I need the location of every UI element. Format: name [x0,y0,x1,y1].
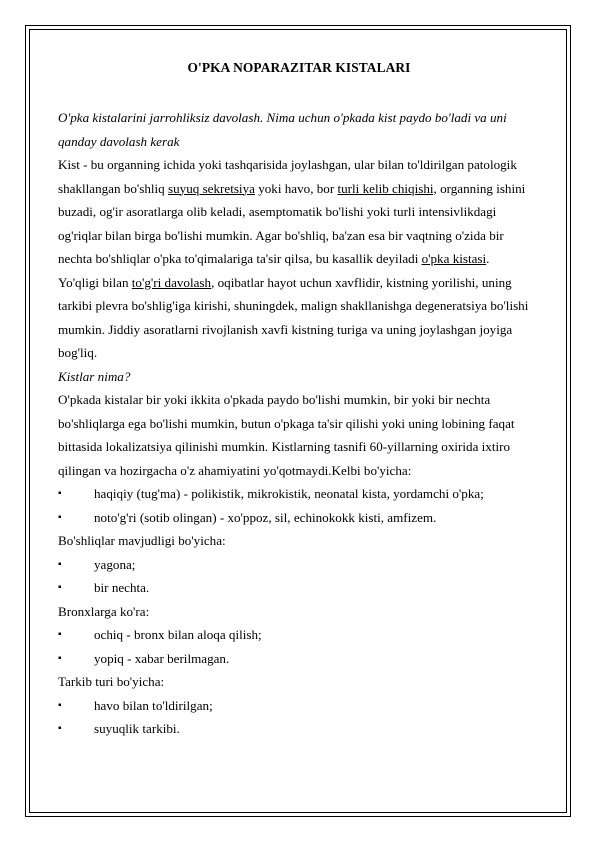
list-cavities [58,553,540,600]
list-item [58,506,540,530]
p1-text-1: Kist - bu organning ichida yoki tashqarisida joylashgan, ular bilan to'ldirilgan patologik shakllangan bo'shliq [58,157,517,196]
intro-lead: O'pka kistalarini jarrohliksiz davolash [58,110,260,125]
list-item [58,717,540,741]
link-togri-davolash[interactable]: to'g'ri davolash [131,274,212,290]
bullet-icon: ▪ [58,558,62,570]
list-item-text: noto'g'ri (sotib olingan) - xo'ppoz, sil, echinokokk kisti, amfizem. [94,509,437,525]
bullet-icon: ▪ [58,582,62,593]
list-item-text: suyuqlik tarkibi. [94,721,180,736]
intro-paragraph [58,106,540,153]
list-item-text: yopiq - xabar berilmagan. [94,650,230,666]
link-turli-kelib-chiqishi[interactable]: turli kelib chiqishi, [337,180,437,196]
document-title: O'PKA NOPARAZITAR KISTALARI [187,60,411,75]
bullet-icon: ▪ [58,652,62,664]
bullet-icon: ▪ [58,699,62,711]
list-item-text: haqiqiy (tug'ma) - polikistik, mikrokistik, neonatal kista, yordamchi o'pka; [94,486,484,501]
bullet-icon: ▪ [58,511,62,523]
list-item [58,576,540,600]
bullet-icon: ▪ [58,488,62,499]
p1-text-2: yoki havo, bor [254,180,338,196]
list-item [58,482,540,506]
document-body [58,58,540,741]
heading-content-type: Tarkib turi bo'yicha: [58,674,165,689]
subheading-kistlar-nima: Kistlar nima? [58,368,131,384]
bullet-icon: ▪ [58,723,62,734]
link-opka-kistasi[interactable]: o'pka kistasi [421,251,487,266]
list-origin [58,482,540,529]
list-item-text: bir nechta. [94,580,150,595]
list-item-text: havo bilan to'ldirilgan; [94,697,213,713]
p1-text-4: . [486,251,490,266]
paragraph-2 [58,271,540,365]
paragraph-1 [58,153,540,271]
link-suyuq-sekretsiya[interactable]: suyuq sekretsiya [168,180,255,196]
p2-text-2: , oqibatlar hayot uchun xavflidir, kistning yorilishi, uning tarkibi plevra bo'shlig'iga kirishi, shuningdek, malign shakllanishga degeneratsiya bo'lishi mumkin. Jiddiy asoratlarni rivojlanish xavfi kistning turiga va uning joylashgan joyiga bog'liq. [58,274,529,360]
list-item [58,623,540,647]
heading-bronchi: Bronxlarga ko'ra: [58,603,150,619]
p1-text-3: organning ishini buzadi, og'ir asoratlarga olib keladi, asemptomatik bo'lishi yoki turli intensivlikdagi og'riqlar bilan birga bo'lishi mumkin. Agar bo'shliq, ba'zan esa bir vaqtning o'zida bir nechta bo'shliqlar o'pka to'qimalariga ta'sir qilsa, bu kasallik deyiladi [58,180,526,266]
bullet-icon: ▪ [58,629,62,640]
paragraph-3: O'pkada kistalar bir yoki ikkita o'pkada paydo bo'lishi mumkin, bir yoki bir nechta bo'shliqlarga ega bo'lishi mumkin, butun o'pkaga ta'sir qilishi yoki uning lobining faqat bittasida lokalizatsiya qilinishi mumkin. Kistlarning tasnifi 60-yillarning oxirida ixtiro qilingan va hozirgacha o'z ahamiyatini yo'qotmaydi.Kelbi bo'yicha: [58,392,515,478]
heading-cavities: Bo'shliqlar mavjudligi bo'yicha: [58,533,226,548]
list-bronchi [58,623,540,670]
list-item-text: yagona; [94,556,136,572]
list-item [58,553,540,577]
list-item [58,694,540,718]
list-content-type [58,694,540,741]
p2-text-1: Yo'qligi bilan [58,274,132,290]
list-item [58,647,540,671]
list-item-text: ochiq - bronx bilan aloqa qilish; [94,627,262,642]
intro-rest: . Nima uchun o'pkada kist paydo bo'ladi va uni qanday davolash kerak [58,110,507,149]
